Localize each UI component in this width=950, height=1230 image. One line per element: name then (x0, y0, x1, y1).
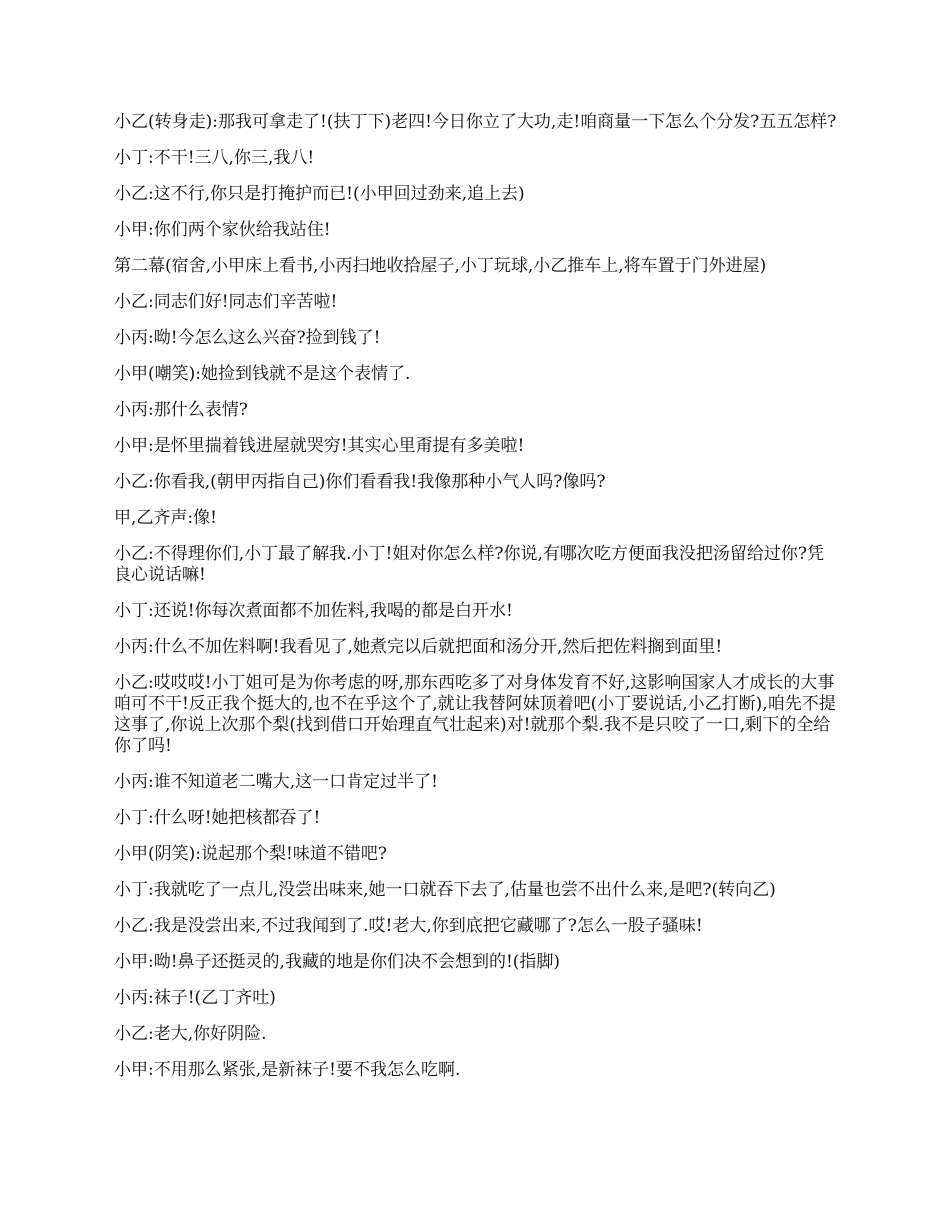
paragraph: 甲,乙齐声:像! (114, 508, 217, 528)
paragraph: 小丁:什么呀!她把核都吞了! (114, 808, 321, 828)
paragraph: 小甲:你们两个家伙给我站住! (114, 220, 331, 240)
paragraph: 小乙:同志们好!同志们辛苦啦! (114, 292, 338, 312)
scene-heading: 第二幕(宿舍,小甲床上看书,小丙扫地收拾屋子,小丁玩球,小乙推车上,将车置于门外进屋) (114, 256, 767, 276)
paragraph: 小乙:我是没尝出来,不过我闻到了.哎!老大,你到底把它藏哪了?怎么一股子骚味! (114, 916, 703, 936)
paragraph: 小甲(阴笑):说起那个梨!味道不错吧? (114, 844, 387, 864)
paragraph: 小甲:呦!鼻子还挺灵的,我藏的地是你们决不会想到的!(指脚) (114, 952, 561, 972)
paragraph: 小乙:不得理你们,小丁最了解我.小丁!姐对你怎么样?你说,有哪次吃方便面我没把汤留给过你?凭良心说话嘛! (114, 544, 824, 585)
script-text (114, 112, 839, 1096)
paragraph: 小丙:袜子!(乙丁齐吐) (114, 988, 276, 1008)
paragraph: 小乙:老大,你好阴险. (114, 1024, 267, 1044)
paragraph: 小乙:你看我,(朝甲丙指自己)你们看看我!我像那种小气人吗?像吗? (114, 472, 606, 492)
paragraph: 小丁:不干!三八,你三,我八! (114, 148, 315, 168)
paragraph: 小甲:不用那么紧张,是新袜子!要不我怎么吃啊. (114, 1060, 461, 1080)
paragraph: 小丁:还说!你每次煮面都不加佐料,我喝的都是白开水! (114, 601, 513, 621)
paragraph: 小乙:这不行,你只是打掩护而已!(小甲回过劲来,追上去) (114, 184, 525, 204)
paragraph: 小甲:是怀里揣着钱进屋就哭穷!其实心里甭提有多美啦! (114, 436, 525, 456)
paragraph: 小甲(嘲笑):她捡到钱就不是这个表情了. (114, 364, 411, 384)
paragraph: 小丙:那什么表情? (114, 400, 248, 420)
paragraph: 小丙:什么不加佐料啊!我看见了,她煮完以后就把面和汤分开,然后把佐料搁到面里! (114, 637, 723, 657)
paragraph: 小乙(转身走):那我可拿走了!(扶丁下)老四!今日你立了大功,走!咱商量一下怎么个分发?五五怎样? (114, 112, 837, 132)
paragraph: 小丁:我就吃了一点儿,没尝出味来,她一口就吞下去了,估量也尝不出什么来,是吧?(转向乙) (114, 880, 776, 900)
paragraph: 小丙:呦!今怎么这么兴奋?捡到钱了! (114, 328, 381, 348)
paragraph: 小丙:谁不知道老二嘴大,这一口肯定过半了! (114, 772, 438, 792)
paragraph: 小乙:哎哎哎!小丁姐可是为你考虑的呀,那东西吃多了对身体发育不好,这影响国家人才成长的大事咱可不干!反正我个挺大的,也不在乎这个了,就让我替阿妹顶着吧(小丁要说话,小乙打断),咱先不提这事了,你说上次那个梨(找到借口开始理直气壮起来)对!就那个梨.我不是只咬了一口,剩下的全给你了吗! (114, 673, 836, 756)
